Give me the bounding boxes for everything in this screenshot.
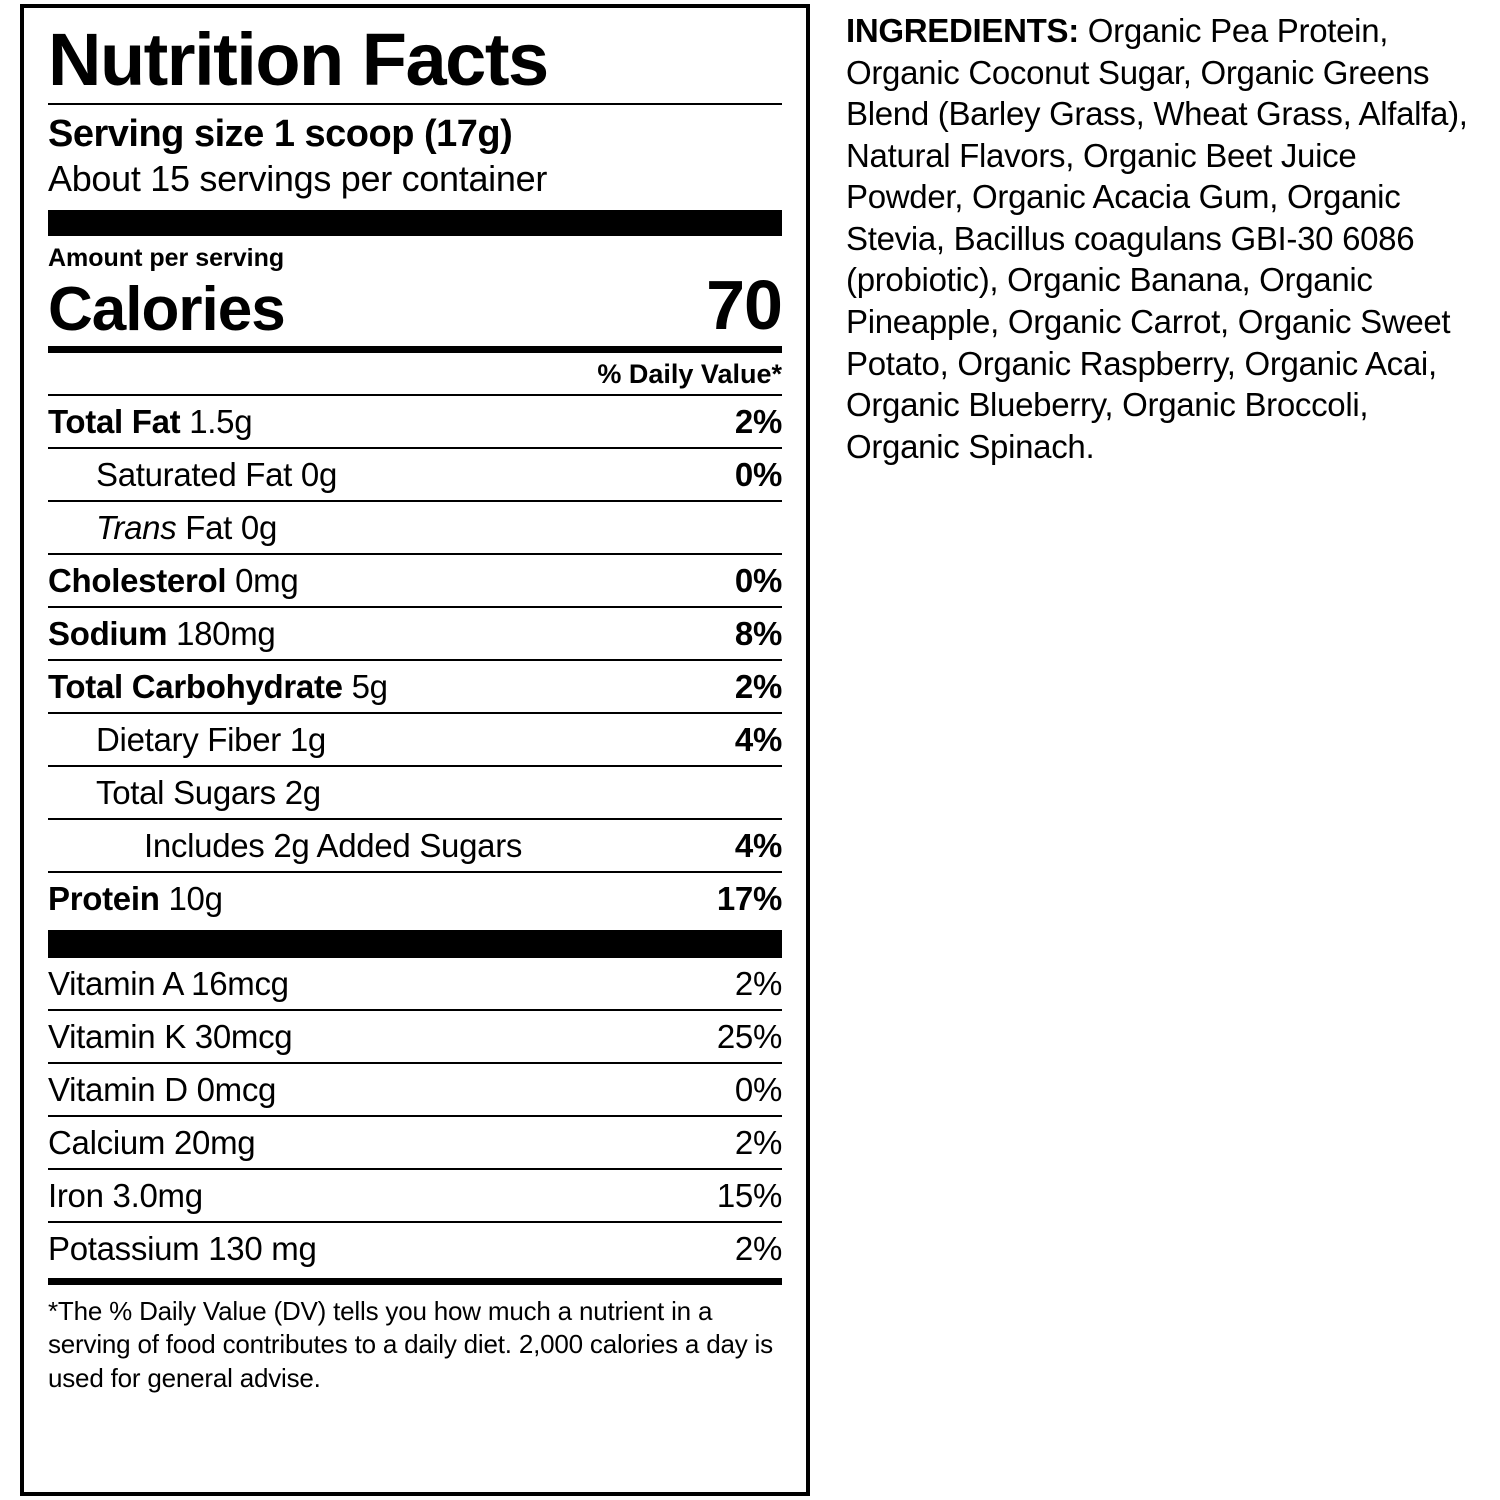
nutrient-name-saturated-fat: Saturated Fat 0g — [48, 448, 652, 501]
dv-vitamin-d: 0% — [652, 1063, 782, 1116]
vitamin-name-vitamin-a: Vitamin A 16mcg — [48, 957, 652, 1010]
dv-added-sugars: 4% — [652, 819, 782, 872]
dv-protein: 17% — [652, 872, 782, 924]
dv-sodium: 8% — [652, 607, 782, 660]
serving-size-text: Serving size 1 scoop (17g) — [48, 112, 513, 155]
nutrient-name-sodium — [48, 607, 652, 660]
dv-cholesterol: 0% — [652, 554, 782, 607]
ingredients-section — [810, 0, 1500, 1500]
total-fat-label: Total Fat — [48, 403, 181, 441]
dv-vitamin-a: 2% — [652, 957, 782, 1010]
table-row — [48, 607, 782, 660]
table-row — [48, 1116, 782, 1169]
table-row — [48, 819, 782, 872]
nutrient-name-total-carbohydrate — [48, 660, 652, 713]
amount-per-serving-label: Amount per serving — [48, 243, 285, 272]
vitamin-name-iron: Iron 3.0mg — [48, 1169, 652, 1222]
cholesterol-label: Cholesterol — [48, 562, 227, 600]
servings-per-container-text: About 15 servings per container — [48, 157, 548, 199]
calories-divider — [48, 346, 782, 353]
vitamin-name-calcium: Calcium 20mg — [48, 1116, 652, 1169]
table-row — [48, 1010, 782, 1063]
table-row — [48, 554, 782, 607]
vitamins-table — [48, 956, 782, 1274]
nutrient-name-protein — [48, 872, 652, 924]
title-divider — [48, 103, 782, 105]
dv-total-carbohydrate: 2% — [652, 660, 782, 713]
sodium-amount: 180mg — [167, 615, 276, 653]
dv-calcium: 2% — [652, 1116, 782, 1169]
total-carb-label: Total Carbohydrate — [48, 668, 343, 706]
dv-trans-fat — [652, 501, 782, 554]
ingredients-paragraph — [846, 10, 1480, 467]
table-row — [48, 448, 782, 501]
calories-value: 70 — [706, 265, 782, 344]
table-row — [48, 395, 782, 448]
table-row — [48, 501, 782, 554]
dv-total-fat: 2% — [652, 395, 782, 448]
table-row — [48, 1063, 782, 1116]
sodium-label: Sodium — [48, 615, 168, 653]
dv-saturated-fat: 0% — [652, 448, 782, 501]
trans-italic: Trans — [96, 509, 177, 547]
dv-potassium: 2% — [652, 1222, 782, 1274]
thick-divider-top — [48, 210, 782, 236]
protein-amount: 10g — [159, 880, 223, 918]
nutrient-name-added-sugars: Includes 2g Added Sugars — [48, 819, 652, 872]
nutrient-name-trans-fat — [48, 501, 652, 554]
trans-fat-amount: Fat 0g — [176, 509, 278, 547]
table-row — [48, 1169, 782, 1222]
nutrient-name-cholesterol — [48, 554, 652, 607]
protein-label: Protein — [48, 880, 160, 918]
footnote-divider — [48, 1278, 782, 1285]
total-fat-amount: 1.5g — [180, 403, 253, 441]
daily-value-header: % Daily Value* — [597, 359, 782, 390]
ingredients-text: Organic Pea Protein, Organic Coconut Sugar, Organic Greens Blend (Barley Grass, Wheat Grass, Alfalfa), Natural Flavors, Organic Beet Juice Powder, Organic Acacia Gum, Organic Stevia, Bacillus coagulans GBI-30 6086 (probiotic), Organic Banana, Organic Pineapple, Organic Carrot, Organic Sweet Potato, Organic Raspberry, Organic Acai, Organic Blueberry, Organic Broccoli, Organic Spinach. — [846, 12, 1468, 465]
table-row — [48, 766, 782, 819]
dv-total-sugars — [652, 766, 782, 819]
table-row — [48, 957, 782, 1010]
daily-value-footnote: *The % Daily Value (DV) tells you how much a nutrient in a serving of food contributes to a daily diet. 2,000 calories a day is used for general advise. — [48, 1296, 773, 1393]
nutrient-name-dietary-fiber: Dietary Fiber 1g — [48, 713, 652, 766]
table-row — [48, 660, 782, 713]
cholesterol-amount: 0mg — [226, 562, 299, 600]
panel-title: Nutrition Facts — [48, 18, 548, 101]
calories-row — [48, 265, 782, 344]
nutrient-name-total-sugars: Total Sugars 2g — [48, 766, 652, 819]
table-row — [48, 1222, 782, 1274]
dv-vitamin-k: 25% — [652, 1010, 782, 1063]
calories-label: Calories — [48, 274, 285, 344]
vitamin-name-vitamin-k: Vitamin K 30mcg — [48, 1010, 652, 1063]
dv-iron: 15% — [652, 1169, 782, 1222]
table-row — [48, 713, 782, 766]
ingredients-heading: INGREDIENTS: — [846, 12, 1079, 49]
total-carb-amount: 5g — [342, 668, 388, 706]
table-row — [48, 872, 782, 924]
nutrient-name-total-fat — [48, 395, 652, 448]
vitamin-name-potassium: Potassium 130 mg — [48, 1222, 652, 1274]
nutrition-facts-panel — [20, 4, 810, 1496]
nutrients-table — [48, 394, 782, 924]
vitamin-name-vitamin-d: Vitamin D 0mcg — [48, 1063, 652, 1116]
dv-dietary-fiber: 4% — [652, 713, 782, 766]
thick-divider-middle — [48, 930, 782, 956]
